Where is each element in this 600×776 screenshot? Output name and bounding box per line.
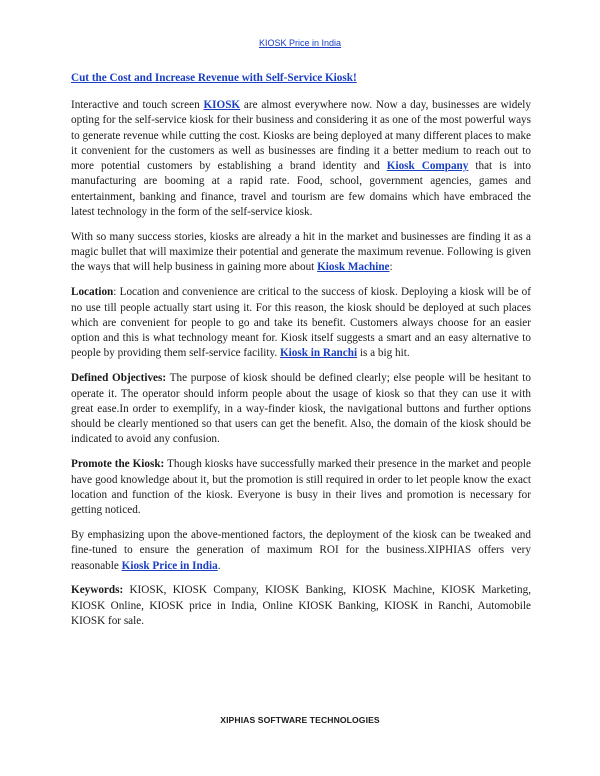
paragraph-text: . [217,559,221,572]
link-kiosk-machine[interactable]: Kiosk Machine [317,261,390,274]
page-header [0,38,600,48]
link-kiosk-in-ranchi[interactable]: Kiosk in Ranchi [279,347,358,360]
paragraph-location [71,285,531,361]
paragraph-text: KIOSK, KIOSK Company, KIOSK Banking, KIOSK Machine, KIOSK Marketing, KIOSK Online, KIOSK price in India, Online KIOSK Banking, KIOSK in Ranchi, Automobile KIOSK for sale. [71,584,531,627]
lead-term-objectives: Defined Objectives: [71,372,167,385]
paragraph-text: The purpose of kiosk should be defined clearly; else people will be hesitant to operate it. The operator should inform people about the usage of kiosk so that they can use it with great ease.In order to exemplify, in a way-finder kiosk, the navigational buttons and further options should be clearly mentioned so that users can get the benefit. Also, the domain of the kiosk should be indicated to avoid any confusion. [71,372,531,446]
paragraph-promote [71,457,531,518]
paragraph-success [71,230,531,276]
link-kiosk-company[interactable]: Kiosk Company [386,160,469,173]
paragraph-text: Though kiosks have successfully marked their presence in the market and people have good knowledge about it, but the promotion is still required in order to let people know the exact location and function of the kiosk. Everyone is busy in their lives and promotion is necessary for getting noticed. [71,458,532,517]
article-heading-link[interactable]: Cut the Cost and Increase Revenue with Self-Service Kiosk! [71,72,357,84]
paragraph-text: With so many success stories, kiosks are already a hit in the market and businesses are finding it as a magic bullet that will maximize their potential and generate the maximum revenue. Following is given the ways that will help business in gaining more about [71,230,531,274]
paragraph-keywords [71,583,531,629]
paragraph-conclusion [71,528,531,574]
paragraph-text: By emphasizing upon the above-mentioned factors, the deployment of the kiosk can be tweaked and fine-tuned to ensure the generation of maximum ROI for the business.XIPHIAS offers very reasonable [71,528,531,572]
paragraph-text: is a big hit. [357,347,410,360]
page-footer: XIPHIAS SOFTWARE TECHNOLOGIES [220,715,380,725]
paragraph-text: : Location and convenience are critical to the success of kiosk. Deploying a kiosk will be of no use till people actually start using it. For this reason, the kiosk should be deployed at such places which are convenient for people to go and take its benefit. Customers always choose for an easier option and this is what technology meant for. Kiosk itself suggests a smart and an easy alternative to people by providing them self-service facility. [71,286,531,360]
lead-term-promote: Promote the Kiosk: [71,458,165,471]
paragraph-text: Interactive and touch screen [71,99,204,111]
link-kiosk[interactable]: KIOSK [203,99,241,111]
lead-term-keywords: Keywords: [71,584,124,597]
header-title-link[interactable]: KIOSK Price in India [258,38,342,48]
paragraph-intro [71,98,531,220]
paragraph-text: : [389,261,393,274]
paragraph-objectives [71,371,531,447]
paragraph-text: are almost everywhere now. Now a day, businesses are widely opting for the self-service kiosk for their business and considering it as one of the most powerful ways to generate revenue while cutting the cost. Kiosks are being deployed at many different places to make it convenient for the customers as well as businesses are finding it a better medium to reach out to more potential customers by establishing a brand identity and [71,99,532,173]
article-body [71,71,531,639]
lead-term-location: Location [71,286,114,299]
link-kiosk-price-in-india[interactable]: Kiosk Price in India [121,559,218,572]
paragraph-text: that is into manufacturing are booming at a rapid rate. Food, school, government agencies, games and entertainment, banking and finance, travel and tourism are few domains which have embraced the latest technology in the form of the self-service kiosk. [71,160,531,219]
